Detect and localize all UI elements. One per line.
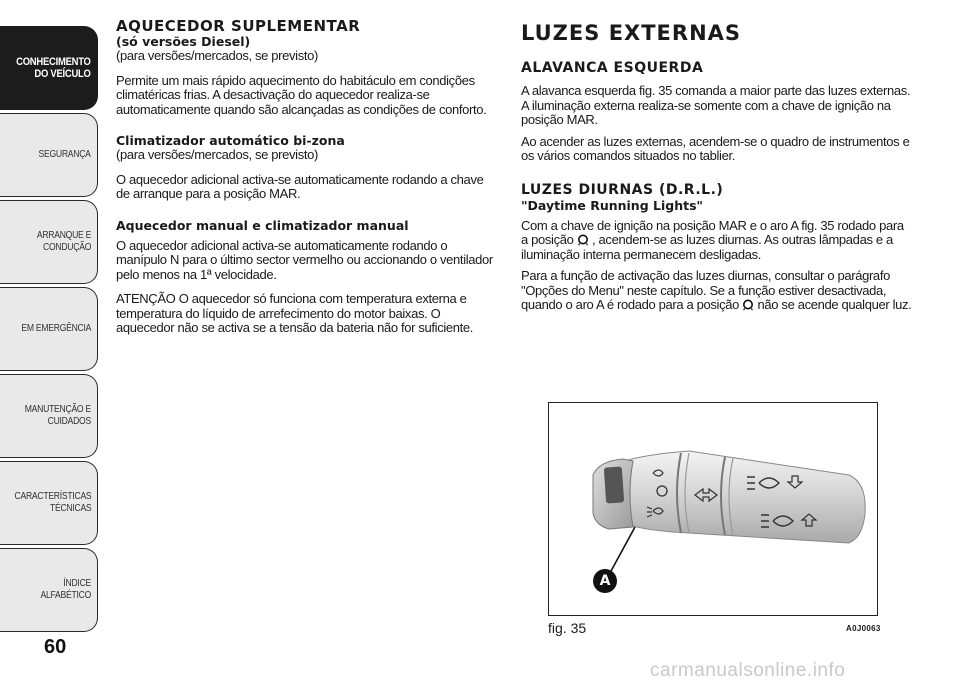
text: não se acende qualquer luz. xyxy=(757,297,912,312)
tab-em-emergencia[interactable] xyxy=(0,287,98,371)
tab-label: ÍNDICE ALFABÉTICO xyxy=(40,578,91,601)
tab-label: ARRANQUE E CONDUÇÃO xyxy=(36,230,91,253)
paragraph xyxy=(521,219,913,263)
heading-aquecedor-manual: Aquecedor manual e climatizador manual xyxy=(116,217,409,233)
figure-caption: fig. 35 xyxy=(548,620,587,636)
tab-label: EM EMERGÊNCIA xyxy=(21,323,91,334)
text: Para a função de activação das luzes diurnas, consultar o parágrafo "Opções do Menu" neste capítulo. Se a função estiver desactivada, quando o aro A é rodado para a posição xyxy=(521,268,890,312)
drl-position-icon xyxy=(742,299,754,311)
figure-35-stalk xyxy=(548,402,878,616)
tab-label: CONHECIMENTO DO VEÍCULO xyxy=(16,56,91,80)
tab-caracteristicas-tecnicas[interactable] xyxy=(0,461,98,545)
tab-manutencao-e-cuidados[interactable] xyxy=(0,374,98,458)
market-note: (para versões/mercados, se previsto) xyxy=(116,147,318,162)
section-title-aquecedor: AQUECEDOR SUPLEMENTAR xyxy=(116,17,361,35)
watermark-text: carmanualsonline.info xyxy=(650,660,846,681)
attention-paragraph: ATENÇÃO O aquecedor só funciona com temperatura externa e temperatura do líquido de arrefecimento do motor baixas. O aquecedor não se activa se a tensão da bateria não for suficiente. xyxy=(116,291,474,335)
paragraph: O aquecedor adicional activa-se automaticamente rodando a chave de arranque para a posição MAR. xyxy=(116,171,484,201)
right-column xyxy=(521,18,913,320)
paragraph: A alavanca esquerda fig. 35 comanda a maior parte das luzes externas. A iluminação externa realiza-se somente com a chave de ignição na posição MAR. xyxy=(521,83,911,127)
market-note: (para versões/mercados, se previsto) xyxy=(116,48,318,63)
page-number: 60 xyxy=(44,636,67,658)
heading-climatizador: Climatizador automático bi-zona xyxy=(116,133,345,148)
heading-luzes-diurnas: LUZES DIURNAS (D.R.L.) xyxy=(521,181,724,198)
figure-code: A0J0063 xyxy=(846,624,881,633)
tab-arranque-e-conducao[interactable] xyxy=(0,200,98,284)
tab-label: SEGURANÇA xyxy=(38,149,91,160)
paragraph: Permite um mais rápido aquecimento do habitáculo em condições climatéricas frias. A desactivação do aquecedor realiza-se automaticamente quando são alcançadas as condições de conforto. xyxy=(116,72,487,117)
text: Com a chave de ignição na posição MAR e o aro A fig. 35 rodado para a posição xyxy=(521,217,904,247)
section-subtitle-diesel: (só versões Diesel) xyxy=(116,34,251,49)
drl-position-icon xyxy=(577,234,589,246)
tab-label: MANUTENÇÃO E CUIDADOS xyxy=(24,404,91,427)
callout-label-a xyxy=(593,569,617,593)
section-title-luzes-externas: LUZES EXTERNAS xyxy=(521,21,742,45)
paragraph xyxy=(521,269,913,313)
text: , acendem-se as luzes diurnas. As outras lâmpadas e a iluminação interna permanecem desligadas. xyxy=(521,232,893,262)
drl-subtitle: "Daytime Running Lights" xyxy=(521,197,704,213)
tab-label: CARACTERÍSTICAS TÉCNICAS xyxy=(14,491,91,514)
heading-alavanca-esquerda: ALAVANCA ESQUERDA xyxy=(521,60,704,76)
left-column xyxy=(116,18,496,343)
tab-conhecimento-do-veiculo[interactable] xyxy=(0,26,98,110)
tab-indice-alfabetico[interactable] xyxy=(0,548,98,632)
callout-a-text: A xyxy=(599,573,611,589)
tab-seguranca[interactable] xyxy=(0,113,98,197)
paragraph: O aquecedor adicional activa-se automaticamente rodando o manípulo N para o último sector vermelho ou accionando o ventilador pelo menos na 1ª velocidade. xyxy=(116,237,493,282)
paragraph: Ao acender as luzes externas, acendem-se o quadro de instrumentos e os vários comandos situados no tablier. xyxy=(521,133,910,163)
